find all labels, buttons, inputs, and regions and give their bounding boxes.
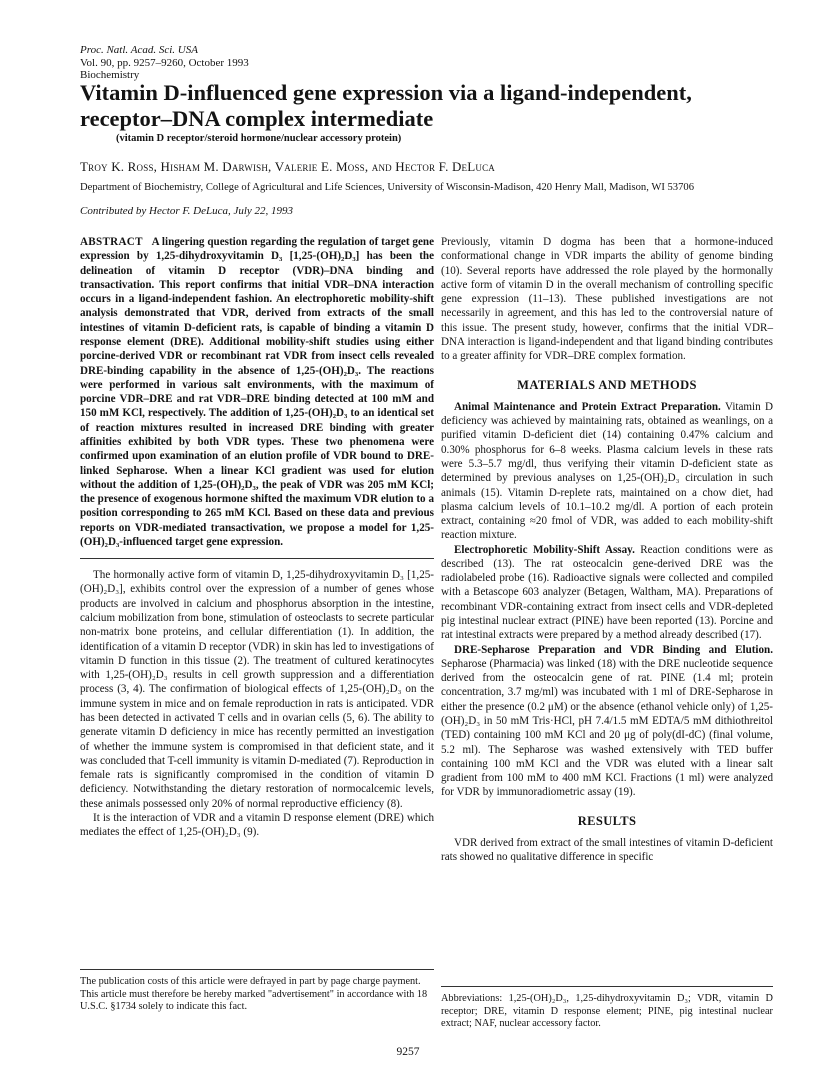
section-label: Biochemistry (80, 69, 140, 81)
journal-header (80, 44, 249, 82)
contributed-by: Contributed by Hector F. DeLuca, July 22, 1993 (80, 205, 294, 217)
methods-animal-paragraph (441, 400, 773, 543)
abstract-label: ABSTRACT (80, 236, 143, 248)
dre-text: Sepharose (Pharmacia) was linked (18) with the DRE nucleotide sequence derived from the osteocalcin gene of rat. PINE (1.4 ml; protein concentration, 3.7 mg/ml) was incubated with 1 ml of DRE-Sepharose in either the presence (0.2 μM) or the absence (ethanol vehicle only) of 1,25-(OH)₂D₃ in 50 mM Tris·HCl, pH 7.4/1.5 mM EDTA/5 mM dithiothreitol (TED) containing 100 mM KCl and 20 μg of poly(dI-dC) (final volume, 5.2 ml). The Sepharose was washed extensively with TED buffer containing 100 mM KCl and the VDR was eluted with a linear salt gradient from 100 mM to 400 mM KCl. Fractions (1 ml) were analyzed for VDR by immunoradiometric assay (19). (441, 657, 773, 799)
authors: Troy K. Ross, Hisham M. Darwish, Valerie E. Moss, and Hector F. DeLuca (80, 159, 496, 174)
left-column (80, 235, 434, 840)
emsa-subheading: Electrophoretic Mobility-Shift Assay. (454, 543, 635, 556)
abbreviations-footnote: Abbreviations: 1,25-(OH)₂D₃, 1,25-dihydroxyvitamin D₃; VDR, vitamin D receptor; DRE, vitamin D response element; PINE, pig intestinal nuclear extract; NAF, nuclear accessory factor. (441, 993, 773, 1029)
keywords: (vitamin D receptor/steroid hormone/nuclear accessory protein) (116, 133, 402, 144)
abstract-text: A lingering question regarding the regulation of target gene expression by 1,25-dihydroxyvitamin D₃ [1,25-(OH)₂D₃] has been the delineation of vitamin D receptor (VDR)–DNA binding and transactivation. This report confirms that initial VDR–DNA interaction occurs in a ligand-independent fashion. An electrophoretic mobility-shift analysis demonstrated that VDR, derived from extracts of the small intestines of vitamin D-deficient rats, is capable of binding a vitamin D response element (DRE). Additional mobility-shift studies using either porcine-derived VDR or recombinant rat VDR from insect cells revealed DRE-binding capability in the absence of 1,25-(OH)₂D₃. The reactions were performed in various salt environments, with the maximum of porcine VDR–DRE and rat VDR–DRE binding detected at 100 mM and 150 mM KCl, respectively. The addition of 1,25-(OH)₂D₃ to an identical set of reaction mixtures resulted in increased DRE binding with greater affinities exhibited by both VDR types. These two phenomena were confirmed upon examination of an elution profile of VDR bound to DRE-linked Sepharose. When a linear KCl gradient was used for elution without the addition of 1,25-(OH)₂D₃, the peak of VDR was 205 mM KCl; the presence of exogenous hormone shifted the maximum VDR elution to a position corresponding to 265 mM KCl. Based on these data and previous reports on VDR-mediated transactivation, we propose a model for 1,25-(OH)₂D₃-influenced target gene expression. (80, 236, 434, 548)
abstract-divider (80, 558, 434, 559)
article-title: Vitamin D-influenced gene expression via a ligand-independent, receptor–DNA complex intermediate (80, 80, 692, 131)
intro-paragraph-1: The hormonally active form of vitamin D, 1,25-dihydroxyvitamin D₃ [1,25-(OH)₂D₃], exhibits control over the expression of a number of genes whose products are involved in calcium and phosphorus absorption in the intestine, calcium mobilization from bone, stimulation of osteoclasts to secrete particular non-matrix bone proteins, and cellular differentiation (1). In addition, the identification of a vitamin D receptor (VDR) in skin has led to investigations of vitamin D function in this tissue (2). The treatment of cultured keratinocytes with 1,25-(OH)₂D₃ results in cell growth suppression and a differentiation process (3, 4). The confirmation of biological effects of 1,25-(OH)₂D₃ on the immune system in mice and on female reproduction in rats is anticipated. VDR has been detected in activated T cells and in ovarian cells (5, 6). The ability to generate vitamin D deficiency in mice has recently permitted an investigation of whether the immune system is compromised in that deficient state, and it was concluded that T-cell immunity is vitamin D-mediated (7). Reproduction in female rats is significantly compromised in the condition of vitamin D deficiency. Notwithstanding the dietary restoration of normocalcemic levels, these animals possessed only 20% of normal reproductive efficiency (8). (80, 569, 435, 810)
methods-emsa-paragraph (441, 543, 773, 643)
publication-costs-footnote: The publication costs of this article were defrayed in part by page charge payment. This article must therefore be hereby marked "advertisement" in accordance with 18 U.S.C. §1734 solely to indicate this fact. (80, 976, 428, 1012)
animal-subheading: Animal Maintenance and Protein Extract Preparation. (454, 400, 721, 413)
volume-info: Vol. 90, pp. 9257–9260, October 1993 (80, 56, 249, 69)
results-heading: RESULTS (577, 813, 637, 828)
intro-continued: Previously, vitamin D dogma has been that a hormone-induced conformational change in VDR imparts the ability of genome binding (10). Several reports have addressed the role played by the hormonally active form of vitamin D in the overall mechanism of controlling specific gene expression (11–13). These published investigations are not necessarily in agreement, and this has led to the controversial nature of this issue. The present study, however, confirms that the initial VDR–DNA interaction is ligand-independent and that ligand binding contributes to a greater affinity for VDR–DRE complex formation. (441, 236, 773, 363)
dre-subheading: DRE-Sepharose Preparation and VDR Binding and Elution. (454, 643, 773, 656)
animal-text: Vitamin D deficiency was achieved by maintaining rats, obtained as weanlings, on a purified vitamin D-deficient diet (14) containing 0.47% calcium and 0.30% phosphorus for 6–8 weeks. Plasma calcium levels in these rats were 5.3–5.7 mg/dl, thus verifying their vitamin D-deficient state as determined by previous analyses on 1,25-(OH)₂D₃ circulation in such animals (15). Vitamin D-replete rats, maintained on a chow diet, had plasma calcium levels of 10.1–10.2 mg/dl. A portion of each protein extract, containing ≈20 fmol of VDR, was added to each mobility-shift reaction mixture. (441, 400, 774, 542)
right-column (441, 235, 773, 865)
emsa-text: Reaction conditions were as described (13). The rat osteocalcin gene-derived DRE was the radiolabeled probe (16). Radioactive signals were collected and compiled with a Betascope 603 analyzer (Betagen, Waltham, MA). Preparations of recombinant VDR-containing extract from insect cells and VDR-depleted pig intestinal nuclear extract (PINE) have been reported (13). Porcine and rat intestinal extracts were prepared by a method already described (17). (441, 543, 773, 642)
abstract (80, 235, 434, 549)
page-number: 9257 (396, 1046, 420, 1058)
footnote-divider-left (80, 969, 434, 970)
footnote-divider-right (441, 986, 773, 987)
methods-dre-paragraph (441, 643, 773, 800)
affiliation: Department of Biochemistry, College of Agricultural and Life Sciences, University of Wisconsin-Madison, 420 Henry Mall, Madison, WI 53706 (80, 182, 694, 193)
intro-paragraph-2: It is the interaction of VDR and a vitamin D response element (DRE) which mediates the effect of 1,25-(OH)₂D₃ (9). (80, 811, 434, 839)
results-paragraph: VDR derived from extract of the small intestines of vitamin D-deficient rats showed no qualitative difference in specific (441, 836, 773, 864)
journal-name: Proc. Natl. Acad. Sci. USA (80, 44, 198, 56)
methods-heading: MATERIALS AND METHODS (517, 377, 697, 392)
